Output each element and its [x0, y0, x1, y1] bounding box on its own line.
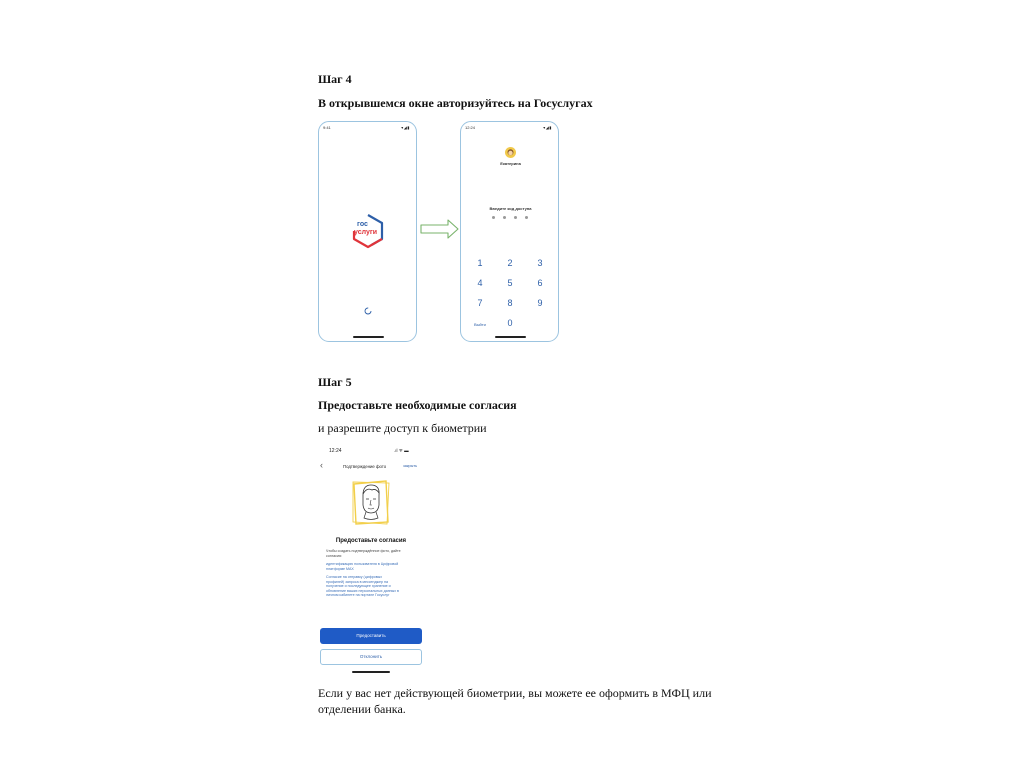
phone-consent-screen — [316, 445, 426, 677]
consent-bullet-1[interactable] — [326, 562, 398, 571]
step5-heading: Шаг 5 — [318, 375, 352, 389]
consent-intro — [326, 549, 401, 558]
keypad-key-0[interactable]: 0 — [507, 318, 513, 328]
decline-button[interactable]: Отклонить — [320, 649, 422, 665]
consent-bullet-line: Согласие на отправку (цифровых — [326, 575, 383, 579]
user-avatar-icon — [505, 145, 516, 156]
phone-splash-screen — [318, 121, 417, 342]
status-time: 12:24 — [329, 448, 342, 454]
screen-title: Подтверждение фото — [343, 464, 387, 469]
keypad-key-1[interactable]: 1 — [477, 258, 483, 268]
keypad-key-8[interactable]: 8 — [507, 298, 513, 308]
back-chevron-icon[interactable]: ‹ — [320, 460, 323, 470]
consent-bullet-line: получение и последующее хранение и — [326, 584, 391, 589]
grant-consent-button[interactable]: Предоставить — [320, 628, 422, 644]
exit-link[interactable]: Выйти — [474, 322, 486, 327]
status-icons: .ıl ᯤ ▬ — [394, 448, 409, 453]
home-indicator — [353, 336, 384, 338]
pin-dot — [525, 216, 528, 219]
status-icons: ▾◢▮ — [401, 125, 410, 130]
pin-dot — [503, 216, 506, 219]
consent-intro-line: согласия: — [326, 553, 342, 558]
pin-dot — [492, 216, 495, 219]
footer-line-2: отделении банка. — [318, 702, 406, 716]
keypad-key-5[interactable]: 5 — [507, 278, 513, 288]
keypad-key-7[interactable]: 7 — [477, 298, 483, 308]
home-indicator — [495, 336, 526, 338]
consent-intro-line: Чтобы создать подтверждённое фото, дайте — [326, 549, 401, 553]
consent-title: Предоставьте согласия — [335, 538, 407, 544]
keypad-key-2[interactable]: 2 — [507, 258, 513, 268]
step4-heading: Шаг 4 — [318, 72, 352, 86]
arrow-right-icon — [420, 218, 460, 240]
logo-text-uslugi: услуги — [354, 229, 378, 236]
status-icons: ▾◢▮ — [543, 125, 552, 130]
step5-subheading: Предоставьте необходимые согласия — [318, 398, 517, 412]
status-time: 12:24 — [465, 125, 476, 130]
consent-bullet-2[interactable] — [326, 575, 399, 598]
footer-line-1: Если у вас нет действующей биометрии, вы можете ее оформить в МФЦ или — [318, 686, 712, 700]
logo-text-gos: гос — [357, 221, 368, 228]
consent-bullet-line: платформе МАХ — [326, 566, 354, 571]
loading-spinner-icon — [364, 302, 372, 310]
consent-bullet-line: идентификацию пользователя в Цифровой — [326, 562, 399, 566]
pin-dot — [514, 216, 517, 219]
pin-prompt: Введите код доступа — [489, 206, 532, 211]
keypad-key-3[interactable]: 3 — [537, 258, 543, 268]
keypad-key-4[interactable]: 4 — [477, 278, 483, 288]
consent-bullet-line: обновление ваших персональных данных в — [326, 588, 399, 593]
keypad-key-9[interactable]: 9 — [537, 298, 543, 308]
status-time: 9:41 — [323, 125, 331, 130]
gosuslugi-logo — [351, 213, 385, 249]
consent-bullet-line: профилей) запроса в мессенджер на — [326, 579, 389, 584]
keypad-key-6[interactable]: 6 — [537, 278, 543, 288]
close-link[interactable]: закрыть — [403, 464, 418, 468]
phone-pin-screen — [460, 121, 559, 342]
step4-subheading: В открывшемся окне авторизуйтесь на Госуслугах — [318, 96, 593, 110]
consent-bullet-line: личном кабинете на портале Госуслуг — [326, 593, 390, 598]
home-indicator — [352, 671, 390, 673]
user-name: Екатерина — [500, 161, 521, 166]
step5-description: и разрешите доступ к биометрии — [318, 421, 487, 435]
face-portrait-icon — [350, 478, 392, 526]
